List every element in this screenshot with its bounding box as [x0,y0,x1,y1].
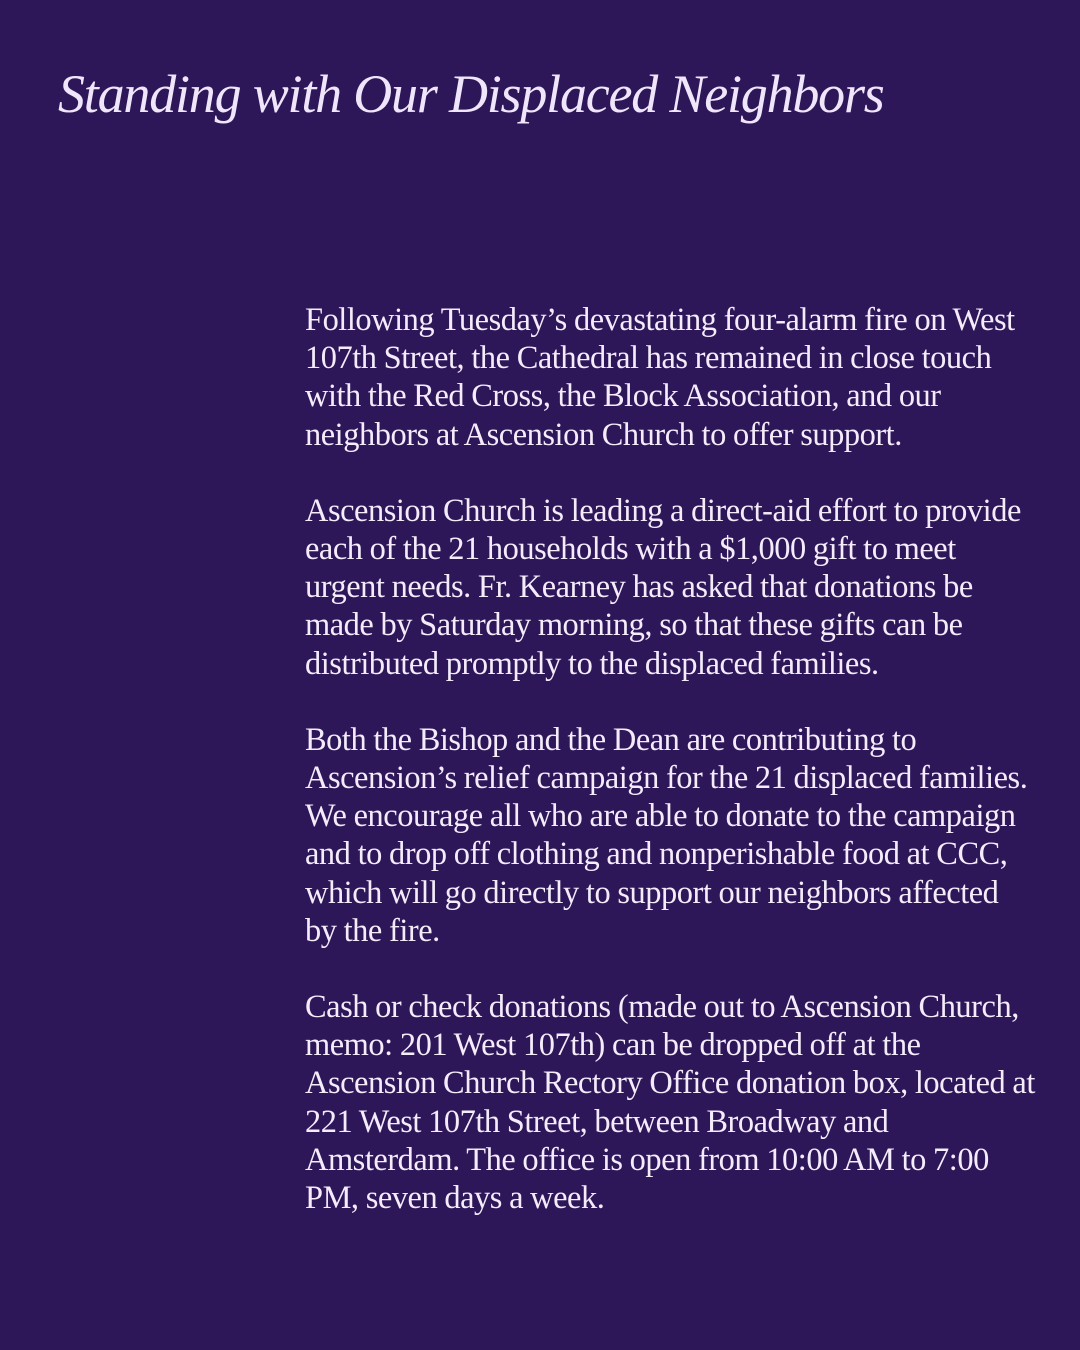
announcement-body [305,301,1035,1217]
paragraph-relief-campaign: Both the Bishop and the Dean are contributing to Ascension’s relief campaign for the 21 displaced families. We encourage all who are able to donate to the campaign and to drop off clothing and nonperishable food at CCC, which will go directly to support our neighbors affected by the fire. [305,721,1028,949]
paragraph-direct-aid: Ascension Church is leading a direct-aid effort to provide each of the 21 households with a $1,000 gift to meet urgent needs. Fr. Kearney has asked that donations be made by Saturday morning, so that these gifts can be distributed promptly to the displaced families. [305,492,1021,682]
paragraph-fire-support: Following Tuesday’s devastating four-alarm fire on West 107th Street, the Cathedral has remained in close touch with the Red Cross, the Block Association, and our neighbors at Ascension Church to offer support. [305,302,1015,453]
page-title: Standing with Our Displaced Neighbors [58,64,884,124]
paragraph-donation-instructions: Cash or check donations (made out to Ascension Church, memo: 201 West 107th) can be dropped off at the Ascension Church Rectory Office donation box, located at 221 West 107th Street, between Broadway and Amsterdam. The office is open from 10:00 AM to 7:00 PM, seven days a week. [305,989,1035,1217]
